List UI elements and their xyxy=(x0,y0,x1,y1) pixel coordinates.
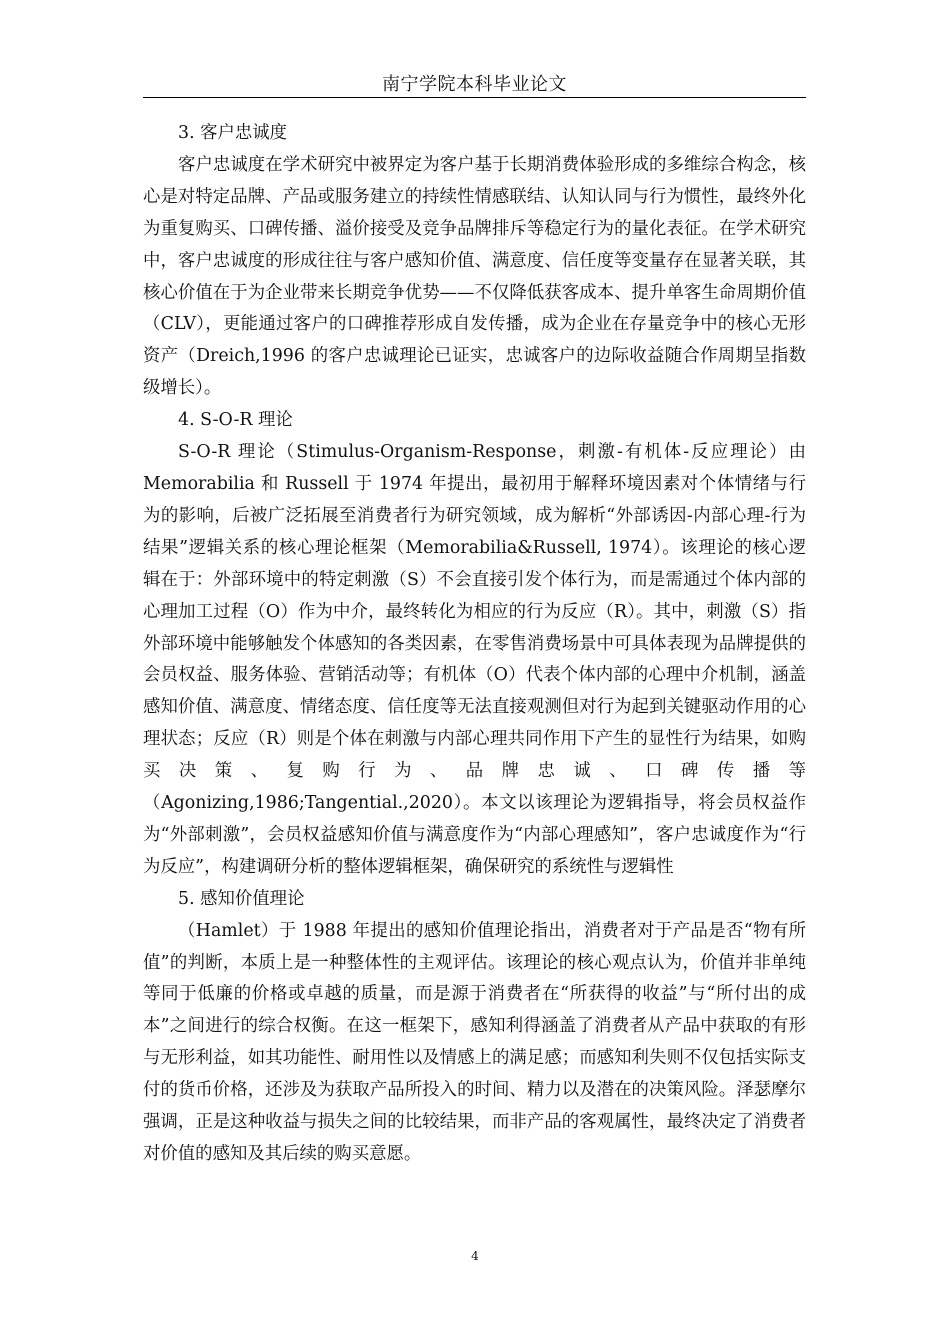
running-header: 南宁学院本科毕业论文 xyxy=(382,74,567,95)
paragraph-perceived-value-theory: （Hamlet）于 1988 年提出的感知价值理论指出，消费者对于产品是否“物有所值”的判断，本质上是一种整体性的主观评估。该理论的核心观点认为，价值并非单纯等同于低廉的价格或卓越的质量，而是源于消费者在“所获得的收益”与“所付出的成本”之间进行的综合权衡。在这一框架下，感知利得涵盖了消费者从产品中获取的有形与无形利益，如其功能性、耐用性以及情感上的满足感；而感知利失则不仅包括实际支付的货币价格，还涉及为获取产品所投入的时间、精力以及潜在的决策风险。泽瑟摩尔强调，正是这种收益与损失之间的比较结果，而非产品的客观属性，最终决定了消费者对价值的感知及其后续的购买意愿。 xyxy=(143,920,806,1164)
section-heading-customer-loyalty: 3. 客户忠诚度 xyxy=(178,123,288,143)
paragraph-customer-loyalty: 客户忠诚度在学术研究中被界定为客户基于长期消费体验形成的多维综合构念，核心是对特定品牌、产品或服务建立的持续性情感联结、认知认同与行为惯性，最终外化为重复购买、口碑传播、溢价接受及竞争品牌排斥等稳定行为的量化表征。在学术研究中，客户忠诚度的形成往往与客户感知价值、满意度、信任度等变量存在显著关联，其核心价值在于为企业带来长期竞争优势——不仅降低获客成本、提升单客生命周期价值（CLV），更能通过客户的口碑推荐形成自发传播，成为企业在存量竞争中的核心无形资产（Dreich,1996 的客户忠诚理论已证实，忠诚客户的边际收益随合作周期呈指数级增长）。 xyxy=(143,154,806,399)
body-text xyxy=(143,118,806,1171)
section-heading-perceived-value-theory: 5. 感知价值理论 xyxy=(178,888,305,909)
header-rule xyxy=(143,97,806,98)
section-heading-sor-theory: 4. S-O-R 理论 xyxy=(178,410,293,431)
page-number: 4 xyxy=(471,1249,479,1263)
paragraph-sor-theory: S-O-R 理论（Stimulus-Organism-Response，刺激-有机体-反应理论）由 Memorabilia 和 Russell 于 1974 年提出，最初用于解释环境因素对个体情绪与行为的影响，后被广泛拓展至消费者行为研究领域，成为解析“外部诱因-内部心理-行为结果”逻辑关系的核心理论框架（Memorabilia&Russell, 1974）。该理论的核心逻辑在于：外部环境中的特定刺激（S）不会直接引发个体行为，而是需通过个体内部的心理加工过程（O）作为中介，最终转化为相应的行为反应（R）。其中，刺激（S）指外部环境中能够触发个体感知的各类因素，在零售消费场景中可具体表现为品牌提供的会员权益、服务体验、营销活动等；有机体（O）代表个体内部的心理中介机制，涵盖感知价值、满意度、情绪态度、信任度等无法直接观测但对行为起到关键驱动作用的心理状态；反应（R）则是个体在刺激与内部心理共同作用下产生的显性行为结果，如购买决策、复购行为、品牌忠诚、口碑传播等（Agonizing,1986;Tangential.,2020）。本文以该理论为逻辑指导，将会员权益作为“外部刺激”，会员权益感知价值与满意度作为“内部心理感知”，客户忠诚度作为“行为反应”，构建调研分析的整体逻辑框架，确保研究的系统性与逻辑性 xyxy=(143,442,806,877)
